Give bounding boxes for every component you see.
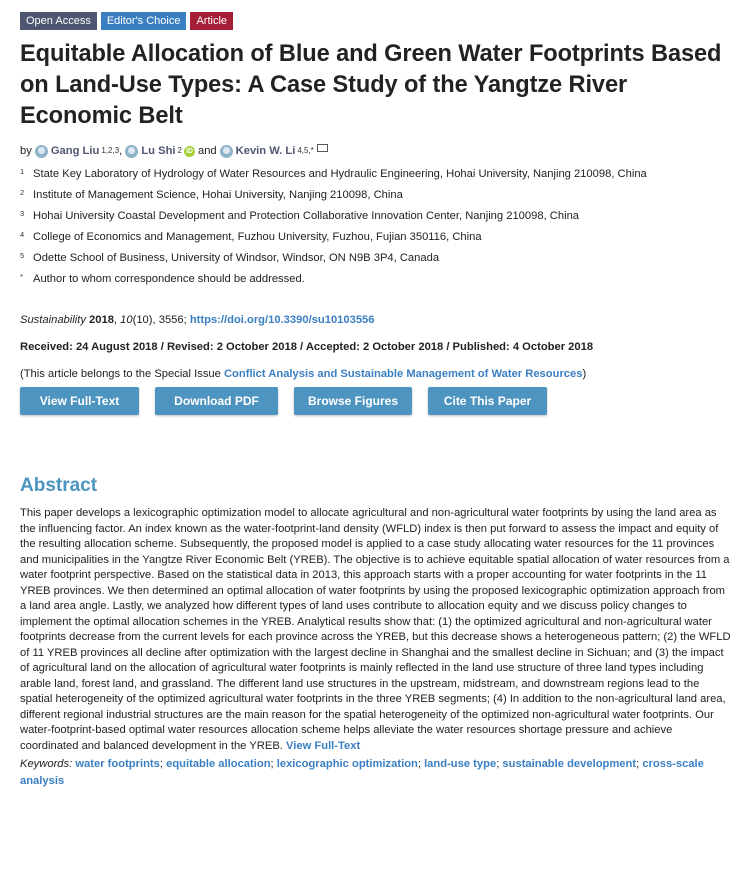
keyword-separator: ; [496,758,500,770]
citation-year: 2018 [89,314,114,326]
author-gang-liu[interactable] [35,143,119,159]
author-name[interactable]: Gang Liu [50,145,100,157]
affiliation-item [20,230,732,251]
keyword-link[interactable]: equitable allocation [166,758,271,770]
keyword-link[interactable]: lexicographic optimization [276,758,418,770]
author-name[interactable]: Lu Shi [141,145,176,157]
abstract-text [20,506,732,754]
badges [20,12,732,30]
author-affiliation-sup: 2 [177,146,182,155]
editors-choice-badge[interactable]: Editor's Choice [101,12,187,30]
citation-issue: (10) [132,314,153,326]
user-avatar-icon [125,145,138,158]
author-affiliation-sup: 4,5,* [297,146,314,155]
special-issue-suffix: ) [582,368,587,380]
open-access-badge[interactable]: Open Access [20,12,97,30]
affiliation-number: 4 [20,230,25,239]
and-label: and [197,145,217,157]
article-title: Equitable Allocation of Blue and Green Water Footprints Based on Land-Use Types: A Case Study of the Yangtze River Economic Belt [20,41,722,129]
article-page [20,12,732,790]
keyword-separator: ; [417,758,421,770]
special-issue-line [20,367,732,381]
affiliations [20,167,732,293]
keyword-link[interactable]: water footprints [75,758,160,770]
affiliation-item [20,272,732,293]
affiliation-text: Author to whom correspondence should be addressed. [33,273,305,285]
browse-figures-button[interactable]: Browse Figures [294,387,412,415]
affiliation-text: Institute of Management Science, Hohai University, Nanjing 210098, China [33,189,403,201]
affiliation-number: 3 [20,209,25,218]
citation-line: Sustainability 2018, 10(10), 3556; https://doi.org/10.3390/su10103556 [20,314,375,326]
keyword-link[interactable]: cross-scale analysis [20,758,704,787]
keyword-separator: ; [159,758,163,770]
affiliation-item [20,251,732,272]
author-lu-shi[interactable] [125,143,195,159]
keyword-link[interactable]: land-use type [424,758,497,770]
author-kevin-li[interactable] [220,143,328,159]
user-avatar-icon [220,145,233,158]
abstract-heading: Abstract [20,475,98,496]
special-issue-link[interactable]: Conflict Analysis and Sustainable Management of Water Resources [223,368,583,380]
cite-paper-button[interactable]: Cite This Paper [428,387,547,415]
affiliation-text: Hohai University Coastal Development and Protection Collaborative Innovation Center, Nanjing 210098, China [33,210,580,222]
citation-pages: , 3556; [152,314,190,326]
abstract-body: This paper develops a lexicographic optimization model to allocate agricultural and non-agricultural water footprints by using the land area as the influencing factor. An index known as the water-footprint-land density (WFLD) index is then put forward to assess the impact and equity of the resulting allocation scheme. Subsequently, the proposed model is applied to a case study allocating water resources for the 11 provinces and municipalities in the Yangtze River Economic Belt (YREB). The objective is to achieve equitable spatial allocation of water resources from a water footprint perspective. Based on the statistical data in 2013, this approach starts with a proper accounting for water footprints in the 11 YREB provinces. We then determined an optimal allocation of water footprints by using the proposed lexicographic optimization approach from a land area angle. Lastly, we analyzed how different types of land uses contribute to allocation equity and we discuss policy changes to implement the optimal allocation schemes in the YREB. Analytical results show that: (1) the optimized agricultural and non-agricultural water footprints decrease from the current levels for each province across the YREB, but this decrease shows a heterogeneous pattern; (2) the WFLD of 11 YREB provinces all decline after optimization with the largest decline in Shanghai and the smallest decline in Sichuan; and (3) the impact of agricultural land on the allocation of agricultural water footprints is mainly reflected in the land use structure of three land types including arable land, forest land, and grassland. The different land use structures in the upstream, midstream, and downstream regions lead to the spatial heterogeneity of the optimized agricultural water footprints in the three YREB segments; (4) In addition to the non-agricultural land area, different regional industrial structures are the main reason for the spatial heterogeneity of the optimized non-agricultural water footprints. Our water-footprint-based optimal water resources allocation scheme helps alleviate the water resources shortage pressure and achieve coordinated and balanced development in the YREB. [20,507,731,752]
citation-volume: 10 [120,314,133,326]
affiliation-item [20,167,732,188]
user-avatar-icon [35,145,48,158]
affiliation-number: * [20,272,23,281]
action-buttons [20,387,732,415]
journal-name: Sustainability [20,314,86,326]
affiliation-item [20,209,732,230]
author-separator: , [119,145,123,157]
author-name[interactable]: Kevin W. Li [235,145,296,157]
keyword-separator: ; [636,758,640,770]
affiliation-text: State Key Laboratory of Hydrology of Water Resources and Hydraulic Engineering, Hohai University, Nanjing 210098, China [33,168,647,180]
keyword-link[interactable]: sustainable development [502,758,637,770]
orcid-icon[interactable]: iD [185,147,193,155]
author-line [20,143,732,159]
affiliation-number: 5 [20,251,25,260]
envelope-icon[interactable] [317,144,328,152]
download-pdf-button[interactable]: Download PDF [155,387,278,415]
affiliation-text: Odette School of Business, University of Windsor, Windsor, ON N9B 3P4, Canada [33,252,440,264]
affiliation-text: College of Economics and Management, Fuzhou University, Fuzhou, Fujian 350116, China [33,231,482,243]
affiliation-number: 2 [20,188,25,197]
article-type-badge: Article [190,12,233,30]
publication-dates: Received: 24 August 2018 / Revised: 2 October 2018 / Accepted: 2 October 2018 / Published: 4 October 2018 [20,341,594,353]
by-label: by [20,145,32,157]
keyword-separator: ; [270,758,274,770]
abstract-view-full-text-link[interactable]: View Full-Text [286,739,361,752]
special-issue-prefix: (This article belongs to the Special Issue [20,368,224,380]
keywords-label: Keywords: [20,758,73,770]
author-affiliation-sup: 1,2,3 [101,146,120,155]
keywords [20,756,732,790]
doi-link[interactable]: https://doi.org/10.3390/su10103556 [189,314,375,326]
affiliation-item [20,188,732,209]
affiliation-number: 1 [20,167,25,176]
view-full-text-button[interactable]: View Full-Text [20,387,139,415]
